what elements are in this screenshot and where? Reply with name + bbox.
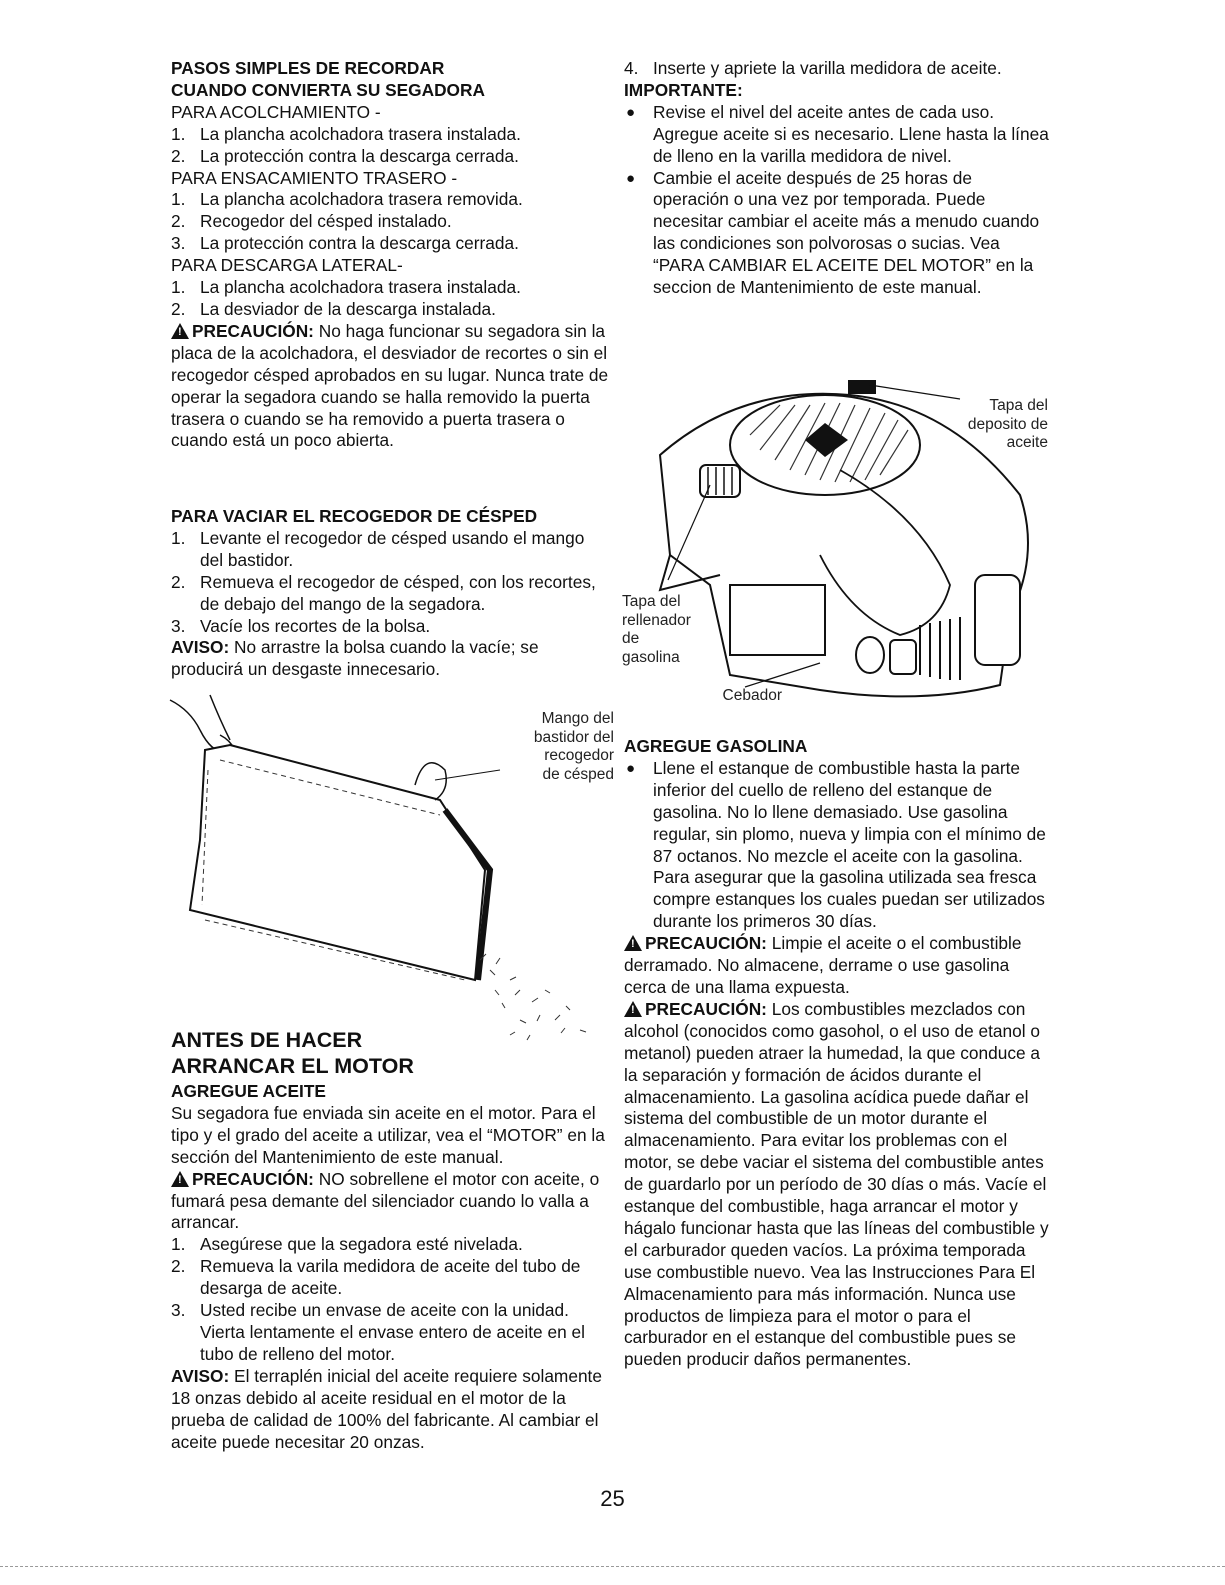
caution-paragraph-1: !PRECAUCIÓN: No haga funcionar su segadora sin la placa de la acolchadora, el desviador de recortes o sin el recogedor césped aprobados en su lugar. Nunca trate de operar la segadora cuando se halla removido la puerta trasera o cuando se ha removido a puerta trasera o cuando está un poco abierta. bbox=[171, 321, 611, 452]
before-start-heading-line1: ANTES DE HACER bbox=[171, 1028, 363, 1052]
caution-paragraph-2: !PRECAUCIÓN: NO sobrellene el motor con aceite, o fumará pesa demante del silenciador cuando lo valla a arrancar. bbox=[171, 1169, 611, 1235]
list-item: ● Revise el nivel del aceite antes de cada uso. Agregue aceite si es necesario. Llene hasta la línea de lleno en la varilla medidora de nivel. bbox=[626, 101, 1049, 166]
warning-icon bbox=[171, 323, 189, 339]
empty-bag-heading: PARA VACIAR EL RECOGEDOR DE CÉSPED bbox=[171, 506, 538, 526]
list-item: ● Llene el estanque de combustible hasta la parte inferior del cuello de relleno del estanque de gasolina. No lo llene demasiado. Use gasolina regular, sin plomo, nueva y limpia con el mínimo de 87 octanos. No mezcle el aceite con la gasolina. Para asegurar que la gasolina utilizada sea fresca compre estanques los cuales puedan ser utilizados durante los primeros 30 días. bbox=[626, 757, 1046, 932]
add-gas-heading: AGREGUE GASOLINA bbox=[624, 736, 808, 756]
bag-heading: PARA ENSACAMIENTO TRASERO - bbox=[171, 167, 458, 188]
list-item: 1. Asegúrese que la segadora esté nivelada. bbox=[171, 1234, 523, 1255]
list-item: 2. Remueva la varila medidora de aceite del tubo de desarga de aceite. bbox=[171, 1256, 581, 1299]
list-item: 1. Levante el recogedor de césped usando el mango del bastidor. bbox=[171, 527, 585, 570]
grass-catcher-figure bbox=[160, 690, 620, 1050]
caution-paragraph-4: !PRECAUCIÓN: Los combustibles mezclados con alcohol (conocidos como gasohol, o el uso de etanol o metanol) pueden atraer la humedad, la que conduce a la separación y formación de ácidos durante el almacenamiento. La gasolina acídica puede dañar el sistema del combustible de un motor durante el almacenamiento. Para evitar los problemas con el motor, se debe vaciar el sistema del combustible antes de guardarlo por un período de 30 días o más. Vacíe el estanque del combustible, haga arrancar el motor y hágalo funcionar hasta que las líneas del combustible y el carburador queden vacíos. La próxima temporada use combustible nuevo. Vea las Instrucciones Para El Almacenamiento para más información. Nunca use productos de limpieza para el motor o para el carburador en el estanque del combustible pues se pueden producir daños permanentes. bbox=[624, 999, 1049, 1371]
figure1-caption: Mango del bastidor del recogedor de césped bbox=[533, 710, 614, 783]
list-item: 1. La plancha acolchadora trasera removida. bbox=[171, 189, 523, 210]
oil-cap-label: Tapa del deposito de aceite bbox=[967, 397, 1048, 451]
before-start-heading-line2: ARRANCAR EL MOTOR bbox=[171, 1054, 414, 1078]
list-item: 2. Recogedor del césped instalado. bbox=[171, 211, 452, 232]
add-gas-list bbox=[624, 758, 1049, 933]
bottom-divider bbox=[0, 1566, 1225, 1567]
list-item: 3. Usted recibe un envase de aceite con la unidad. Vierta lentamente el envase entero de aceite en el tubo de relleno del motor. bbox=[171, 1300, 585, 1364]
important-heading: IMPORTANTE: bbox=[624, 79, 743, 100]
list-item: 2. La protección contra la descarga cerrada. bbox=[171, 145, 519, 166]
list-item: 2. La desviador de la descarga instalada. bbox=[171, 298, 496, 319]
primer-label: Cebador bbox=[722, 687, 782, 704]
warning-icon bbox=[624, 935, 642, 951]
list-item: 3. Vacíe los recortes de la bolsa. bbox=[171, 615, 431, 636]
page-number: 25 bbox=[600, 1486, 625, 1511]
side-list bbox=[171, 277, 611, 321]
list-item: 4. Inserte y apriete la varilla medidora de aceite. bbox=[624, 58, 1002, 78]
list-item: ● Cambie el aceite después de 25 horas de operación o una vez por temporada. Puede necesitar cambiar el aceite más a menudo cuando las condiciones son polvorosas o sucias. Vea “PARA CAMBIAR EL ACEITE DEL MOTOR” en la seccion de Mantenimiento de este manual. bbox=[626, 167, 1040, 298]
caution-paragraph-3: !PRECAUCIÓN: Limpie el aceite o el combustible derramado. No almacene, derrame o use gasolina cerca de una llama expuesta. bbox=[624, 933, 1049, 999]
mulch-heading: PARA ACOLCHAMIENTO - bbox=[171, 101, 381, 122]
add-oil-heading: AGREGUE ACEITE bbox=[171, 1081, 326, 1101]
list-item: 3. La protección contra la descarga cerrada. bbox=[171, 233, 519, 254]
list-item: 1. La plancha acolchadora trasera instalada. bbox=[171, 123, 521, 144]
warning-icon bbox=[624, 1001, 642, 1017]
aviso-paragraph-2: AVISO: El terraplén inicial del aceite requiere solamente 18 onzas debido al aceite residual en el motor de la prueba de calidad de 100% del fabricante. Al cambiar el aceite puede necesitar 20 onzas. bbox=[171, 1365, 602, 1452]
bag-list bbox=[171, 189, 611, 255]
list-item: 1. La plancha acolchadora trasera instalada. bbox=[171, 277, 521, 298]
side-heading: PARA DESCARGA LATERAL- bbox=[171, 255, 403, 276]
mulch-list bbox=[171, 124, 611, 168]
empty-bag-list bbox=[171, 528, 611, 638]
fuel-cap-label: Tapa del rellenador de gasolina bbox=[622, 593, 691, 666]
steps-heading-line1: PASOS SIMPLES DE RECORDAR bbox=[171, 58, 445, 78]
oil-step-4 bbox=[624, 58, 1049, 80]
list-item: 2. Remueva el recogedor de césped, con los recortes, de debajo del mango de la segadora. bbox=[171, 571, 596, 614]
aviso-paragraph-1: AVISO: No arrastre la bolsa cuando la vacíe; se producirá un desgaste innecesario. bbox=[171, 637, 539, 680]
add-oil-paragraph: Su segadora fue enviada sin aceite en el motor. Para el tipo y el grado del aceite a utilizar, vea el “MOTOR” en la sección del Mantenimiento de este manual. bbox=[171, 1102, 605, 1167]
steps-heading-line2: CUANDO CONVIERTA SU SEGADORA bbox=[171, 79, 485, 100]
engine-figure bbox=[620, 375, 1050, 715]
warning-icon bbox=[171, 1171, 189, 1187]
important-list bbox=[624, 102, 1049, 299]
add-oil-steps bbox=[171, 1234, 611, 1365]
